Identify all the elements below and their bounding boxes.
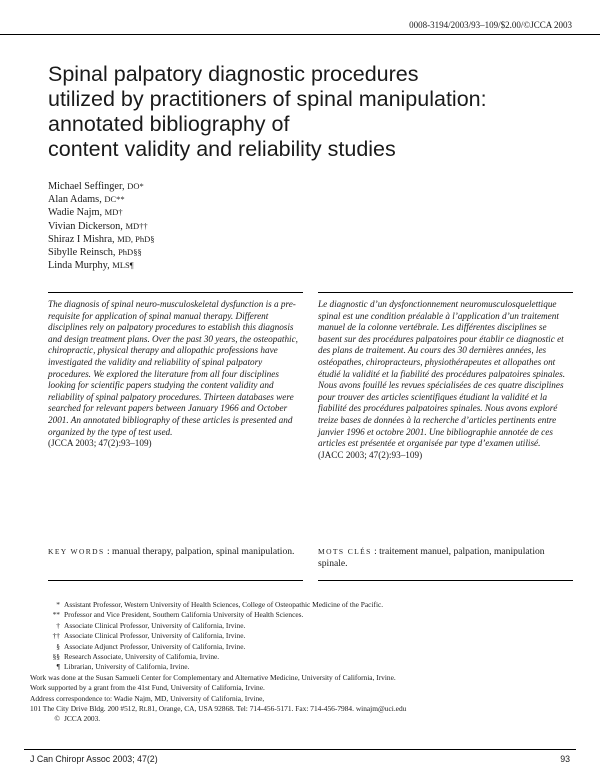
abstract-english <box>48 299 298 450</box>
footnote-mark: ** <box>52 610 60 620</box>
footnote-mark: § <box>56 641 60 651</box>
abstract-text: The diagnosis of spinal neuro-musculoskeletal dysfunction is a pre-requisite for application of spinal manual therapy. Different disciplines rely on palpatory procedures to establish this diagnosis and design treatment plans. Over the past 30 years, the osteopathic, chiropractic, physical therapy and allopathic professions have investigated the validity and reliability of spinal palpatory procedures. We explored the literature from all four disciplines looking for scientific papers studying the content validity and reliability of spinal palpatory procedures. Thirteen databases were searched for relevant papers between January 1966 and October 2001. An annotated bibliography of these articles is presented and organized by the type of test used. <box>48 299 298 437</box>
title-line: content validity and reliability studies <box>48 137 396 161</box>
header-rule <box>0 34 600 35</box>
copyright-mark: © <box>54 714 60 724</box>
author-name: Sibylle Reinsch, <box>48 247 116 259</box>
footnote <box>30 662 590 672</box>
footnote <box>30 631 590 641</box>
footnote-text: Research Associate, University of California, Irvine. <box>64 652 220 662</box>
author-name: Linda Murphy, <box>48 260 110 272</box>
footnote-note: Work supported by a grant from the 41st Fund, University of California, Irvine. <box>30 683 265 693</box>
footer-rule <box>24 749 576 750</box>
title-line: Spinal palpatory diagnostic procedures <box>48 62 419 86</box>
abstract-citation: (JCCA 2003; 47(2):93–109) <box>48 438 152 449</box>
author <box>48 246 155 259</box>
author <box>48 220 155 233</box>
title-line: utilized by practitioners of spinal manipulation: <box>48 87 487 111</box>
journal-code: 0008-3194/2003/93–109/$2.00/©JCCA 2003 <box>409 20 572 30</box>
abstract-citation: (JACC 2003; 47(2):93–109) <box>318 449 423 460</box>
author-degree: PhD§§ <box>118 247 142 258</box>
author <box>48 180 155 193</box>
author <box>48 193 155 206</box>
author <box>48 206 155 219</box>
footnote-mark: §§ <box>52 652 60 662</box>
keywords-text: : traitement manuel, palpation, manipulation spinale. <box>318 546 545 570</box>
keywords-label: MOTS CLÉS <box>318 547 372 556</box>
abstract-top-rule-en <box>48 292 303 294</box>
keywords-label: KEY WORDS <box>48 547 105 556</box>
abstract-french <box>318 299 568 461</box>
author <box>48 259 155 272</box>
keywords-text: : manual therapy, palpation, spinal manipulation. <box>106 546 295 557</box>
footnote-note: Work was done at the Susan Samueli Center for Complementary and Alternative Medicine, University of California, Irvine. <box>30 672 396 682</box>
author-degree: DC** <box>104 194 125 205</box>
author-degree: DO* <box>127 181 144 191</box>
author-list <box>48 180 155 272</box>
footnote <box>30 652 590 662</box>
footnote-text: Professor and Vice President, Southern California University of Health Sciences. <box>64 610 304 620</box>
footnote-mark: † <box>56 620 60 630</box>
keywords-english <box>48 546 298 558</box>
footnote-mark: ¶ <box>56 662 60 672</box>
abstract-top-rule-fr <box>318 292 573 294</box>
footnote-text: Associate Adjunct Professor, University of California, Irvine. <box>64 641 246 651</box>
footnote-text: Associate Clinical Professor, University of California, Irvine. <box>64 631 246 641</box>
author-name: Vivian Dickerson, <box>48 220 123 232</box>
footnote <box>30 642 590 652</box>
author-name: Wadie Najm, <box>48 207 103 219</box>
footnote-mark: †† <box>52 631 60 641</box>
title-line: annotated bibliography of <box>48 112 290 136</box>
footnotes <box>30 600 590 725</box>
footnote <box>30 610 590 620</box>
footnote-text: Assistant Professor, Western University of Health Sciences, College of Osteopathic Medicine of the Pacific. <box>64 600 384 609</box>
author-name: Michael Seffinger, <box>48 181 125 192</box>
footnote-note: 101 The City Drive Bldg. 200 #512, Rt.81, Orange, CA, USA 92868. Tel: 714-456-5171. Fax: 714-456-7984. winajm@uci.edu <box>30 704 407 714</box>
copyright-line <box>30 714 590 724</box>
footnote-note: Address correspondence to: Wadie Najm, MD, University of California, Irvine, <box>30 693 265 703</box>
author-degree: MD†† <box>125 220 148 231</box>
author-degree: MD† <box>104 207 123 218</box>
article-title <box>48 62 568 162</box>
footnote <box>30 621 590 631</box>
page-number: 93 <box>560 754 570 764</box>
abstract-bottom-rule-en <box>48 580 303 582</box>
footnote-text: Librarian, University of California, Irvine. <box>64 662 190 672</box>
author <box>48 233 155 246</box>
author-name: Alan Adams, <box>48 194 102 206</box>
author-degree: MD, PhD§ <box>117 233 155 244</box>
abstract-bottom-rule-fr <box>318 580 573 582</box>
footer-journal: J Can Chiropr Assoc 2003; 47(2) <box>30 754 158 764</box>
footnote-mark: * <box>56 600 60 609</box>
abstract-text: Le diagnostic d’un dysfonctionnement neuromusculosquelettique spinal est une condition préalable à l’application d’un traitement manuel de la colonne vertébrale. Les différentes disciplines se basent sur des procédures palpatoires pour établir ce diagnostic et des plans de traitement. Au cours des 30 dernières années, les ostéopathes, chiropracteurs, physiothérapeutes et allopathes ont étudié la validité et la fiabilité des procédures palpatoires spinales. Nous avons fouillé les revues spécialisées de ces quatre disciplines pour trouver des articles scientifiques étudiant la validité et la fiabilité des procédures palpatoires spinales. Nous avons exploré treize bases de données à la recherche d’articles pertinents entre janvier 1996 et octobre 2001. Une bibliographie annotée de ces articles est présentée et organisée par type d’examen utilisé. <box>318 299 566 449</box>
author-name: Shiraz I Mishra, <box>48 233 115 245</box>
author-degree: MLS¶ <box>112 260 134 271</box>
keywords-french <box>318 546 568 571</box>
copyright-text: JCCA 2003. <box>64 714 101 724</box>
footnote <box>30 600 590 610</box>
footnote-text: Associate Clinical Professor, University of California, Irvine. <box>64 620 246 630</box>
